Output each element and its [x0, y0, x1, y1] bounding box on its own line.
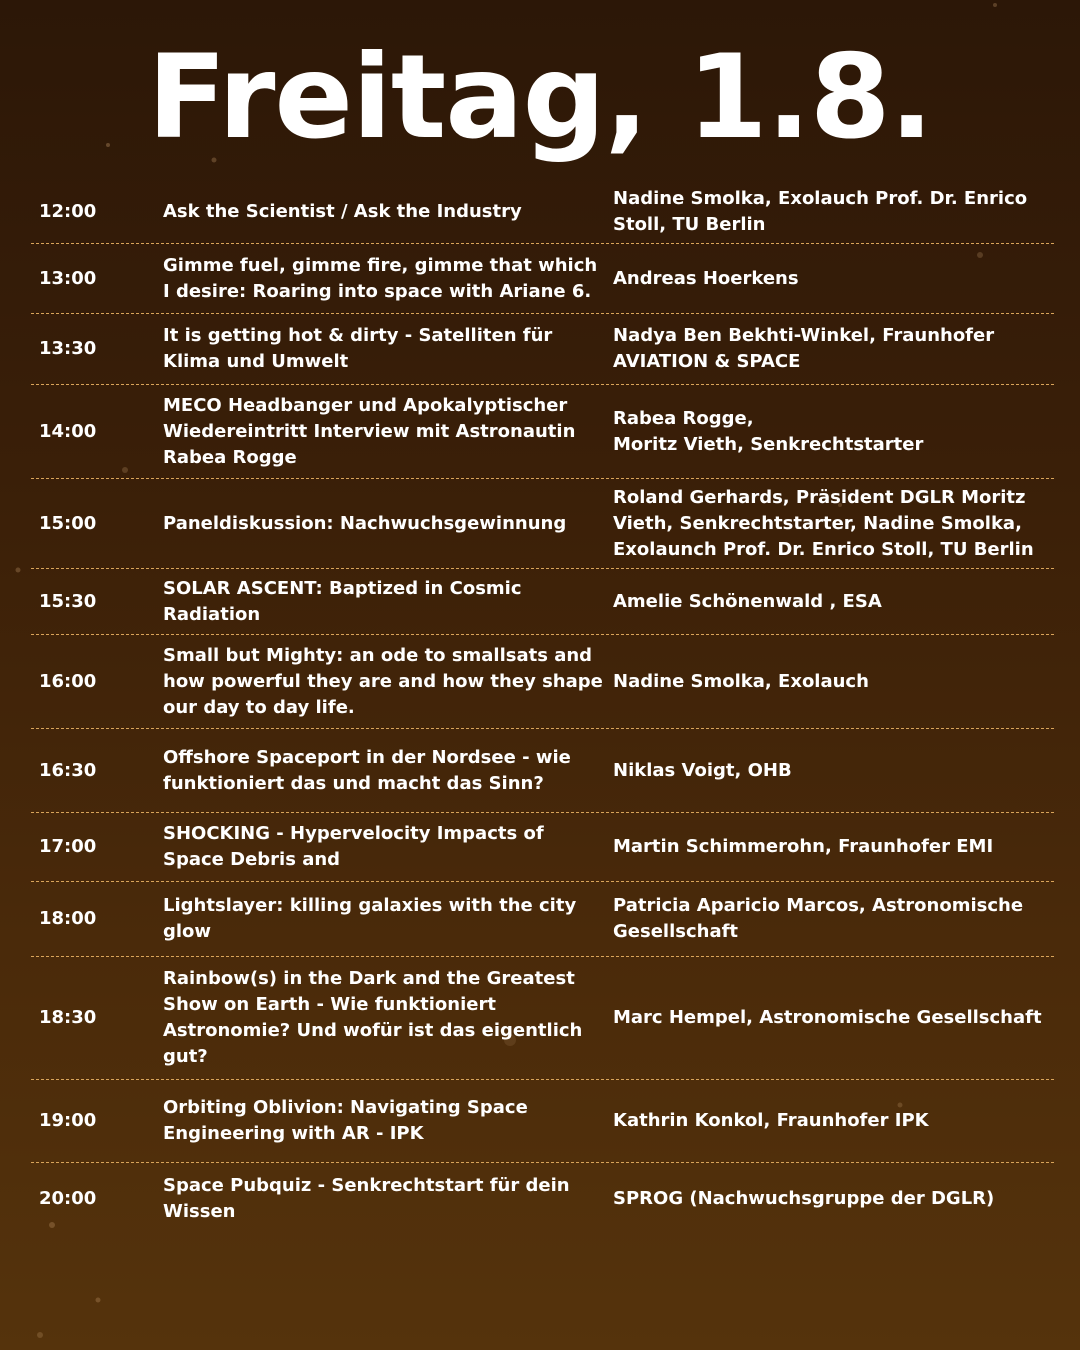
schedule-time: 14:00	[39, 420, 97, 442]
schedule-time: 20:00	[39, 1188, 97, 1209]
schedule-row	[31, 1163, 1054, 1235]
schedule-row	[31, 244, 1054, 314]
schedule-row	[31, 1080, 1054, 1163]
schedule-row	[31, 813, 1054, 882]
schedule-talk-title: Lightslayer: killing galaxies with the city glow	[163, 895, 577, 942]
schedule-speaker: Nadine Smolka, Exolauch Prof. Dr. Enrico Stoll, TU Berlin	[613, 187, 1028, 235]
schedule-speaker: Andreas Hoerkens	[613, 267, 799, 289]
schedule-time: 16:00	[39, 670, 97, 692]
page-title: Freitag, 1.8.	[147, 30, 933, 165]
schedule-row	[31, 882, 1054, 957]
schedule-row	[31, 314, 1054, 385]
schedule-time: 15:00	[39, 512, 97, 534]
schedule-time: 18:00	[39, 908, 97, 929]
schedule-time: 17:00	[39, 836, 97, 857]
schedule-row	[31, 385, 1054, 479]
schedule-speaker: Niklas Voigt, OHB	[613, 759, 792, 781]
schedule-talk-title: SOLAR ASCENT: Baptized in Cosmic Radiation	[163, 577, 522, 625]
schedule-speaker: Kathrin Konkol, Fraunhofer IPK	[613, 1110, 929, 1131]
schedule-talk-title: SHOCKING - Hypervelocity Impacts of Space Debris and	[163, 823, 544, 870]
schedule-time: 15:30	[39, 590, 97, 612]
schedule-row	[31, 957, 1054, 1080]
schedule-talk-title: Paneldiskussion: Nachwuchsgewinnung	[163, 512, 567, 534]
schedule-speaker: Nadine Smolka, Exolauch	[613, 670, 869, 692]
schedule-time: 13:30	[39, 338, 97, 359]
schedule-talk-title: Offshore Spaceport in der Nordsee - wie funktioniert das und macht das Sinn?	[163, 746, 571, 794]
schedule-talk-title: Rainbow(s) in the Dark and the Greatest Show on Earth - Wie funktioniert Astronomie? Und wofür ist das eigentlich gut?	[163, 968, 583, 1067]
schedule-speaker: SPROG (Nachwuchsgruppe der DGLR)	[613, 1188, 995, 1209]
schedule-talk-title: It is getting hot & dirty - Satelliten für Klima und Umwelt	[163, 325, 553, 372]
schedule-time: 12:00	[39, 200, 97, 222]
schedule-talk-title: Space Pubquiz - Senkrechtstart für dein Wissen	[163, 1175, 570, 1222]
schedule-row	[31, 479, 1054, 569]
schedule-speaker: Roland Gerhards, Präsident DGLR Moritz Vieth, Senkrechtstarter, Nadine Smolka, Exolaunch Prof. Dr. Enrico Stoll, TU Berlin	[613, 486, 1034, 560]
schedule-speaker: Martin Schimmerohn, Fraunhofer EMI	[613, 836, 994, 857]
schedule-speaker: Marc Hempel, Astronomische Gesellschaft	[613, 1007, 1042, 1028]
schedule-table	[31, 180, 1054, 1235]
schedule-row	[31, 729, 1054, 813]
schedule-talk-title: Ask the Scientist / Ask the Industry	[163, 200, 522, 222]
schedule-time: 16:30	[39, 759, 97, 781]
schedule-row	[31, 569, 1054, 635]
schedule-talk-title: MECO Headbanger und Apokalyptischer Wiedereintritt Interview mit Astronautin Rabea Rogge	[163, 394, 576, 468]
schedule-row	[31, 180, 1054, 244]
schedule-time: 18:30	[39, 1007, 97, 1028]
schedule-speaker: Patricia Aparicio Marcos, Astronomische Gesellschaft	[613, 895, 1024, 942]
schedule-time: 13:00	[39, 267, 97, 289]
schedule-speaker: Amelie Schönenwald , ESA	[613, 590, 882, 612]
schedule-speaker: Rabea Rogge, Moritz Vieth, Senkrechtstarter	[613, 407, 924, 455]
schedule-speaker: Nadya Ben Bekhti-Winkel, Fraunhofer AVIATION & SPACE	[613, 325, 995, 372]
schedule-talk-title: Small but Mighty: an ode to smallsats and how powerful they are and how they shape our day to day life.	[163, 644, 603, 718]
schedule-row	[31, 635, 1054, 729]
schedule-talk-title: Gimme fuel, gimme fire, gimme that which I desire: Roaring into space with Ariane 6.	[163, 254, 598, 302]
schedule-time: 19:00	[39, 1110, 97, 1131]
schedule-talk-title: Orbiting Oblivion: Navigating Space Engineering with AR - IPK	[163, 1097, 528, 1144]
